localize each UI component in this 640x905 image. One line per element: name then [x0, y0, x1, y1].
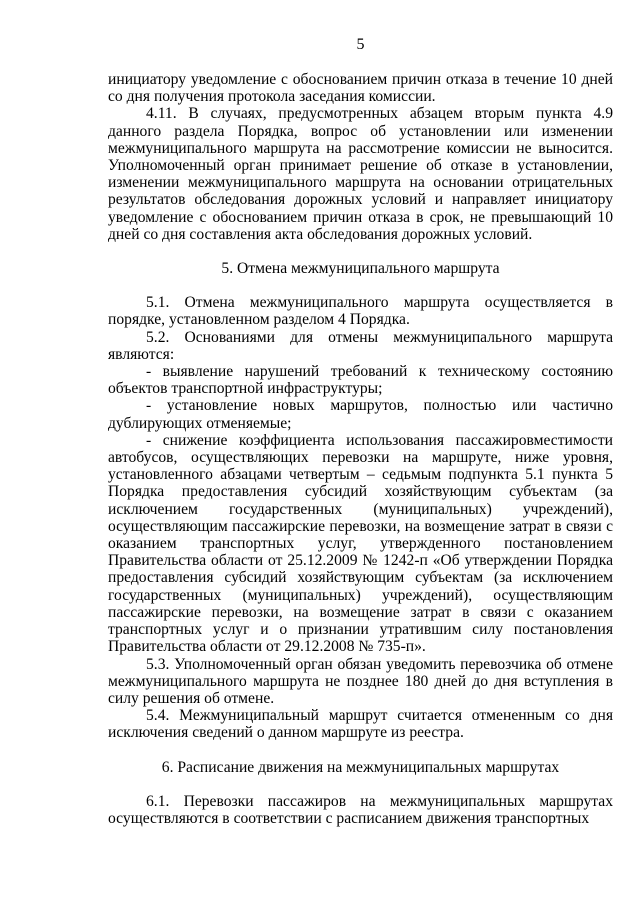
paragraph-5-1: 5.1. Отмена межмуниципального маршрута осуществляется в порядке, установленном разделом 4 Порядка. [108, 294, 613, 329]
paragraph-6-1: 6.1. Перевозки пассажиров на межмуниципальных маршрутах осуществляются в соответствии с расписанием движения транспортных [108, 792, 613, 827]
list-item-infrastructure: - выявление нарушений требований к техническому состоянию объектов транспортной инфраструктуры; [108, 363, 613, 398]
section-6-heading: 6. Расписание движения на межмуниципальных маршрутах [161, 758, 560, 776]
document-body [108, 71, 613, 827]
section-5-heading: 5. Отмена межмуниципального маршрута [221, 260, 500, 278]
paragraph-5-3: 5.3. Уполномоченный орган обязан уведомить перевозчика об отмене межмуниципального маршрута не позднее 180 дней до дня вступления в силу решения об отмене. [108, 655, 613, 707]
list-item-capacity: - снижение коэффициента использования пассажировместимости автобусов, осуществляющих перевозки на маршруте, ниже уровня, установленного абзацами четвертым – седьмым подпункта 5.1 пункта 5 Порядка предоставления субсидий хозяйствующим субъектам (за исключением государственных (муниципальных) учреждений), осуществляющим пассажирские перевозки, на возмещение затрат в связи с оказанием транспортных услуг, утвержденного постановлением Правительства области от 25.12.2009 № 1242-п «Об утверждении Порядка предоставления субсидий хозяйствующим субъектам (за исключением государственных (муниципальных) учреждений), осуществляющим пассажирские перевозки, на возмещение затрат в связи с оказанием транспортных услуг и о признании утратившим силу постановления Правительства области от 29.12.2008 № 735-п». [108, 431, 613, 656]
paragraph-5-2: 5.2. Основаниями для отмены межмуниципального маршрута являются: [108, 328, 613, 363]
paragraph-5-4: 5.4. Межмуниципальный маршрут считается отмененным со дня исключения сведений о данном маршруте из реестра. [108, 707, 613, 742]
list-item-new-routes: - установление новых маршрутов, полностью или частично дублирующих отменяемые; [108, 397, 613, 432]
paragraph-continuation: инициатору уведомление с обоснованием причин отказа в течение 10 дней со дня получения протокола заседания комиссии. [108, 71, 613, 106]
paragraph-4-11: 4.11. В случаях, предусмотренных абзацем вторым пункта 4.9 данного раздела Порядка, вопрос об установлении или изменении межмуниципального маршрута на рассмотрение комиссии не выносится. Уполномоченный орган принимает решение об отказе в установлении, изменении межмуниципального маршрута на основании отрицательных результатов обследования дорожных условий и направляет инициатору уведомление с обоснованием причин отказа в срок, не превышающий 10 дней со дня составления акта обследования дорожных условий. [108, 105, 613, 243]
page-number: 5 [356, 36, 365, 53]
